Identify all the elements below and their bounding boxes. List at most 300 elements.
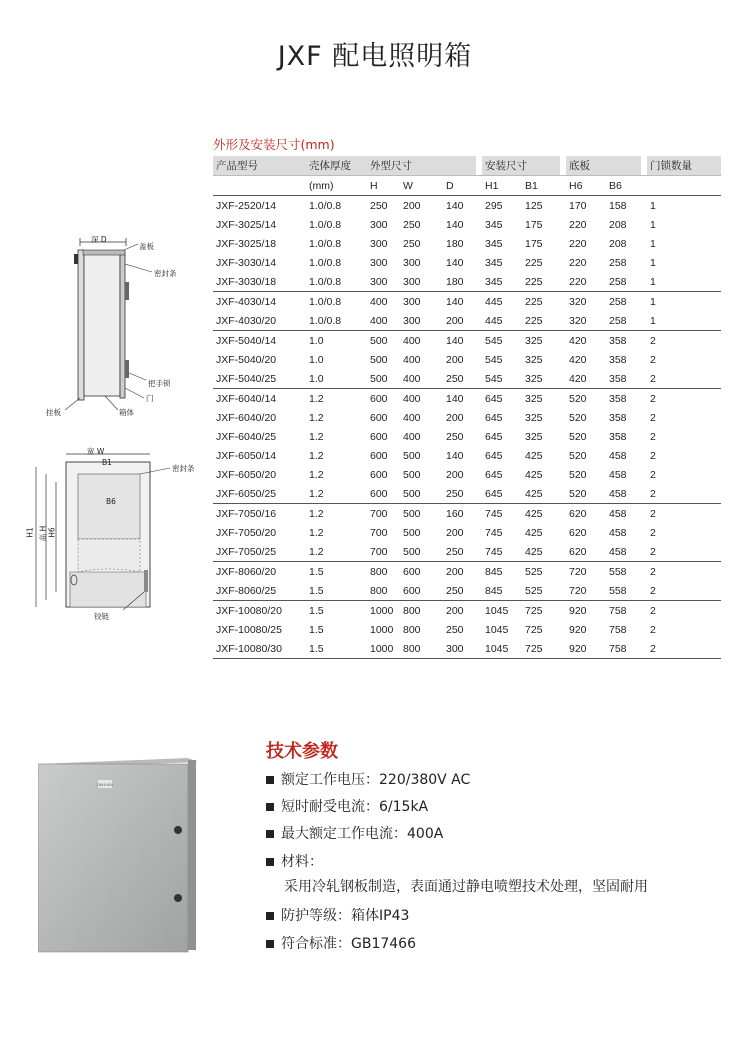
table-cell: 250 — [446, 623, 464, 636]
table-cell: 2 — [650, 565, 656, 578]
table-cell: 645 — [485, 449, 503, 462]
table-cell: 758 — [606, 639, 641, 659]
table-cell: 620 — [569, 507, 587, 520]
table-cell: 420 — [566, 369, 606, 389]
table-header-row — [213, 156, 721, 176]
table-cell: 180 — [443, 272, 476, 292]
table-cell: 325 — [522, 369, 560, 389]
table-cell: 745 — [485, 526, 503, 539]
table-cell: 458 — [609, 507, 627, 520]
table-cell: 1 — [650, 237, 656, 250]
table-cell: 500 — [370, 353, 388, 366]
label-cover: 盖板 — [139, 242, 154, 251]
table-cell: 1 — [650, 295, 656, 308]
table-cell: 1 — [647, 272, 721, 292]
table-cell: 400 — [403, 353, 421, 366]
table-cell: 358 — [609, 334, 627, 347]
table-cell: 2 — [647, 639, 721, 659]
table-units-row — [213, 176, 721, 196]
table-cell: 845 — [482, 581, 522, 601]
table-cell: 160 — [446, 507, 464, 520]
table-cell: 600 — [370, 411, 388, 424]
table-cell: 2 — [650, 353, 656, 366]
table-cell: 1.0/0.8 — [306, 272, 367, 292]
table-cell: 725 — [525, 623, 543, 636]
table-cell: JXF-6050/20 — [216, 468, 277, 481]
table-cell: 725 — [522, 639, 560, 659]
table-cell: 1.2 — [309, 507, 324, 520]
table-cell: 2 — [650, 507, 656, 520]
table-cell: 325 — [525, 392, 543, 405]
table-row — [213, 389, 721, 409]
table-cell: 1.2 — [309, 411, 324, 424]
table-cell: JXF-4030/14 — [216, 295, 277, 308]
table-cell: JXF-6050/25 — [213, 484, 306, 504]
unit-d: D — [443, 176, 476, 196]
table-cell: 1.5 — [309, 623, 324, 636]
table-cell: 758 — [609, 604, 627, 617]
table-row — [213, 253, 721, 272]
unit-w: W — [400, 176, 443, 196]
table-cell: 300 — [400, 311, 443, 331]
table-cell: 2 — [650, 526, 656, 539]
table-cell: 800 — [370, 565, 388, 578]
table-cell: 520 — [569, 392, 587, 405]
table-cell: JXF-3025/18 — [216, 237, 277, 250]
table-cell: 458 — [606, 484, 641, 504]
table-cell: 358 — [606, 369, 641, 389]
table-cell: 258 — [609, 295, 627, 308]
table-cell: 425 — [525, 468, 543, 481]
tech-item: 防护等级：箱体IP43 — [266, 903, 470, 930]
unit-b1: B1 — [522, 176, 560, 196]
table-cell: 545 — [485, 353, 503, 366]
table-cell: 845 — [485, 565, 503, 578]
table-cell: 2 — [650, 468, 656, 481]
table-cell: 1.0/0.8 — [309, 237, 342, 250]
table-row — [213, 523, 721, 542]
label-box: 箱体 — [119, 408, 134, 417]
table-row — [213, 446, 721, 465]
table-cell: 558 — [609, 565, 627, 578]
table-row — [213, 311, 721, 331]
table-cell: 345 — [485, 256, 503, 269]
table-cell: 600 — [403, 565, 421, 578]
table-cell: 600 — [370, 430, 388, 443]
table-cell: 320 — [566, 311, 606, 331]
table-row — [213, 292, 721, 312]
table-cell: 258 — [606, 272, 641, 292]
table-cell: 2 — [650, 392, 656, 405]
header-base-plate: 底板 — [566, 156, 641, 176]
table-cell: 200 — [446, 411, 464, 424]
table-cell: 425 — [522, 542, 560, 562]
table-cell: 250 — [370, 199, 388, 212]
table-cell: 700 — [370, 526, 388, 539]
table-cell: 1.2 — [306, 484, 367, 504]
table-cell: 200 — [446, 604, 464, 617]
spec-table — [213, 156, 721, 659]
table-cell: 400 — [370, 295, 388, 308]
table-cell: 425 — [525, 507, 543, 520]
table-cell: 520 — [566, 484, 606, 504]
table-cell: 700 — [367, 542, 400, 562]
table-row — [213, 484, 721, 504]
table-cell: 250 — [443, 581, 476, 601]
table-row — [213, 234, 721, 253]
table-cell: 500 — [367, 369, 400, 389]
label-b1: B1 — [102, 458, 112, 467]
page-title: JXF 配电照明箱 — [277, 41, 473, 72]
material-description: 采用冷轧钢板制造，表面通过静电喷塑技术处理，坚固耐用 — [284, 879, 648, 895]
table-cell: 325 — [525, 334, 543, 347]
table-cell: 200 — [446, 526, 464, 539]
table-cell: 225 — [525, 295, 543, 308]
table-cell: 620 — [569, 526, 587, 539]
bullet-icon — [266, 912, 274, 920]
table-cell: 140 — [446, 256, 464, 269]
table-cell: 425 — [525, 526, 543, 539]
table-cell: 208 — [609, 237, 627, 250]
table-cell: JXF-8060/20 — [216, 565, 277, 578]
table-cell: JXF-6040/14 — [216, 392, 277, 405]
table-cell: 720 — [566, 581, 606, 601]
table-row — [213, 350, 721, 369]
table-cell: 1045 — [482, 639, 522, 659]
table-cell: 1045 — [485, 623, 509, 636]
table-cell: 545 — [485, 334, 503, 347]
table-cell: 525 — [525, 565, 543, 578]
table-cell: 458 — [609, 449, 627, 462]
table-cell: 758 — [609, 623, 627, 636]
tech-title: 技术参数 — [266, 741, 338, 762]
table-cell: 645 — [485, 392, 503, 405]
table-cell: 2 — [650, 449, 656, 462]
table-cell: 200 — [443, 311, 476, 331]
table-cell: 500 — [403, 468, 421, 481]
table-cell: 300 — [443, 639, 476, 659]
table-cell: 2 — [647, 581, 721, 601]
table-cell: 400 — [403, 430, 421, 443]
table-cell: 140 — [446, 295, 464, 308]
table-cell: 800 — [403, 604, 421, 617]
table-cell: 400 — [403, 411, 421, 424]
table-cell: 1.5 — [309, 604, 324, 617]
table-cell: 158 — [609, 199, 627, 212]
bullet-icon — [266, 940, 274, 948]
table-cell: 425 — [525, 449, 543, 462]
table-cell: 600 — [400, 581, 443, 601]
table-cell: 800 — [403, 623, 421, 636]
table-cell: 645 — [485, 411, 503, 424]
unit-h6: H6 — [566, 176, 606, 196]
table-cell: 358 — [609, 392, 627, 405]
table-cell: 140 — [446, 334, 464, 347]
bullet-icon — [266, 803, 274, 811]
table-cell: 745 — [482, 542, 522, 562]
table-cell: 1.5 — [309, 565, 324, 578]
table-cell: 250 — [443, 369, 476, 389]
table-cell: 458 — [609, 526, 627, 539]
header-thickness: 壳体厚度 — [306, 156, 367, 176]
table-cell: 200 — [446, 353, 464, 366]
table-cell: 1.0/0.8 — [309, 295, 342, 308]
table-row — [213, 215, 721, 234]
table-row — [213, 504, 721, 524]
table-row — [213, 331, 721, 351]
table-cell: 295 — [485, 199, 503, 212]
product-photo — [38, 756, 198, 954]
side-view-diagram — [40, 228, 190, 423]
table-cell: 300 — [370, 218, 388, 231]
table-cell: JXF-10080/25 — [216, 623, 282, 636]
label-hanger: 挂板 — [46, 408, 61, 417]
unit-b6: B6 — [606, 176, 641, 196]
table-cell: 2 — [647, 484, 721, 504]
table-cell: 1 — [650, 218, 656, 231]
table-cell: JXF-6050/14 — [216, 449, 277, 462]
table-cell: 175 — [525, 218, 543, 231]
table-cell: JXF-3030/14 — [216, 256, 277, 269]
table-cell: 700 — [370, 507, 388, 520]
table-cell: JXF-2520/14 — [216, 199, 277, 212]
table-cell: 600 — [370, 468, 388, 481]
table-cell: 345 — [482, 272, 522, 292]
table-cell: 1 — [650, 256, 656, 269]
table-cell: 558 — [606, 581, 641, 601]
table-cell: JXF-7050/20 — [216, 526, 277, 539]
table-cell: 345 — [485, 218, 503, 231]
table-cell: 250 — [443, 484, 476, 504]
table-cell: 400 — [403, 334, 421, 347]
table-cell: 600 — [370, 392, 388, 405]
label-width: 宽 W — [87, 447, 105, 456]
table-cell: 400 — [400, 369, 443, 389]
table-cell: 345 — [485, 237, 503, 250]
table-cell: 1045 — [485, 604, 509, 617]
section-title: 外形及安装尺寸(mm) — [213, 137, 335, 152]
table-cell: 300 — [367, 272, 400, 292]
bullet-icon — [266, 776, 274, 784]
label-depth: 深 D — [91, 235, 107, 244]
table-cell: 2 — [650, 623, 656, 636]
table-cell: 425 — [522, 484, 560, 504]
table-row — [213, 581, 721, 601]
table-cell: 358 — [609, 411, 627, 424]
table-row — [213, 601, 721, 621]
table-cell: 1.2 — [309, 526, 324, 539]
table-cell: 1.2 — [309, 449, 324, 462]
header-lock-count: 门锁数量 — [647, 156, 721, 176]
table-cell: 420 — [569, 334, 587, 347]
unit-h: H — [367, 176, 400, 196]
table-cell: 400 — [403, 392, 421, 405]
table-cell: 745 — [485, 507, 503, 520]
table-cell: 300 — [403, 256, 421, 269]
table-cell: 200 — [446, 468, 464, 481]
table-cell: 1 — [650, 199, 656, 212]
table-cell: 225 — [522, 272, 560, 292]
table-cell: 250 — [443, 542, 476, 562]
label-h1: H1 — [25, 527, 35, 538]
table-cell: 1000 — [370, 623, 394, 636]
table-cell: 1.5 — [306, 581, 367, 601]
table-cell: 1.0 — [309, 353, 324, 366]
table-cell: 445 — [482, 311, 522, 331]
table-cell: 170 — [569, 199, 587, 212]
table-cell: 1.0 — [309, 334, 324, 347]
tech-item: 短时耐受电流：6/15kA — [266, 793, 470, 820]
table-cell: 725 — [525, 604, 543, 617]
table-cell: JXF-3025/14 — [216, 218, 277, 231]
table-cell: 250 — [446, 430, 464, 443]
label-handle-lock: 把手锁 — [148, 379, 171, 388]
tech-item: 材料： — [266, 848, 470, 875]
table-cell: 300 — [370, 237, 388, 250]
table-cell: 180 — [446, 237, 464, 250]
table-cell: 520 — [569, 449, 587, 462]
table-cell: JXF-5040/20 — [216, 353, 277, 366]
label-h: 高 H — [38, 525, 48, 542]
bullet-icon — [266, 858, 274, 866]
nameplate-text: DAHLIEN — [97, 783, 113, 787]
table-row — [213, 427, 721, 446]
table-cell: 250 — [403, 237, 421, 250]
tech-item: 符合标准：GB17466 — [266, 930, 470, 957]
table-cell: 420 — [569, 353, 587, 366]
table-row — [213, 542, 721, 562]
table-cell: 2 — [650, 604, 656, 617]
table-cell: 258 — [606, 311, 641, 331]
table-cell: 1.0/0.8 — [309, 218, 342, 231]
table-cell: 920 — [569, 604, 587, 617]
label-h6: H6 — [47, 527, 57, 538]
table-cell: 620 — [566, 542, 606, 562]
header-model: 产品型号 — [213, 156, 306, 176]
table-cell: 140 — [446, 199, 464, 212]
table-cell: 175 — [525, 237, 543, 250]
table-row — [213, 272, 721, 292]
table-cell: 500 — [400, 542, 443, 562]
table-cell: 520 — [569, 468, 587, 481]
tech-list — [266, 766, 470, 957]
table-cell: 920 — [566, 639, 606, 659]
table-cell: 458 — [609, 468, 627, 481]
table-cell: 600 — [370, 449, 388, 462]
table-cell: 1.0/0.8 — [309, 199, 342, 212]
table-cell: 140 — [446, 449, 464, 462]
table-cell: JXF-5040/25 — [213, 369, 306, 389]
table-cell: 220 — [569, 256, 587, 269]
table-cell: 250 — [403, 218, 421, 231]
label-door: 门 — [146, 394, 154, 403]
table-cell: 545 — [482, 369, 522, 389]
table-cell: 645 — [482, 484, 522, 504]
table-cell: 500 — [403, 449, 421, 462]
table-cell: 600 — [367, 484, 400, 504]
table-cell: JXF-10080/20 — [216, 604, 282, 617]
table-cell: 1.0 — [306, 369, 367, 389]
table-cell: 208 — [609, 218, 627, 231]
table-row — [213, 408, 721, 427]
table-cell: 358 — [609, 430, 627, 443]
table-cell: 300 — [400, 272, 443, 292]
table-cell: JXF-3030/18 — [213, 272, 306, 292]
table-row — [213, 196, 721, 216]
table-cell: 400 — [367, 311, 400, 331]
table-cell: 258 — [609, 256, 627, 269]
table-cell: 1000 — [370, 604, 394, 617]
table-cell: 200 — [446, 565, 464, 578]
table-cell: 645 — [485, 430, 503, 443]
table-cell: 720 — [569, 565, 587, 578]
table-cell: 320 — [569, 295, 587, 308]
table-cell: 500 — [400, 484, 443, 504]
table-cell: 220 — [566, 272, 606, 292]
table-cell: 445 — [485, 295, 503, 308]
table-cell: 1.2 — [309, 430, 324, 443]
table-cell: 525 — [522, 581, 560, 601]
label-hinge: 铰链 — [94, 612, 109, 621]
table-cell: 500 — [403, 507, 421, 520]
table-cell: 325 — [525, 353, 543, 366]
table-cell: 220 — [569, 237, 587, 250]
table-cell: 300 — [403, 295, 421, 308]
table-cell: 2 — [647, 369, 721, 389]
label-seal-side: 密封条 — [154, 269, 177, 278]
table-cell: 1.0/0.8 — [306, 311, 367, 331]
table-cell: 1.2 — [309, 468, 324, 481]
label-seal-front: 密封条 — [172, 464, 195, 473]
table-cell: JXF-5040/14 — [216, 334, 277, 347]
table-cell: JXF-4030/20 — [213, 311, 306, 331]
table-cell: 2 — [650, 430, 656, 443]
table-cell: JXF-7050/25 — [213, 542, 306, 562]
table-cell: 458 — [606, 542, 641, 562]
table-cell: JXF-6040/20 — [216, 411, 277, 424]
table-cell: 140 — [446, 392, 464, 405]
table-row — [213, 465, 721, 484]
unit-mm: (mm) — [306, 176, 367, 196]
table-cell: 225 — [522, 311, 560, 331]
table-cell: 1.5 — [306, 639, 367, 659]
table-cell: 1 — [647, 311, 721, 331]
header-install-size: 安装尺寸 — [482, 156, 560, 176]
table-cell: 325 — [525, 411, 543, 424]
table-cell: 358 — [609, 353, 627, 366]
table-cell: 520 — [569, 430, 587, 443]
table-cell: 2 — [650, 411, 656, 424]
table-cell: 220 — [569, 218, 587, 231]
table-row — [213, 639, 721, 659]
table-cell: 225 — [525, 256, 543, 269]
table-cell: 140 — [446, 218, 464, 231]
table-cell: 325 — [525, 430, 543, 443]
table-cell: 1.2 — [306, 542, 367, 562]
table-cell: JXF-10080/30 — [213, 639, 306, 659]
table-cell: 1.0/0.8 — [309, 256, 342, 269]
bullet-icon — [266, 830, 274, 838]
tech-item: 额定工作电压：220/380V AC — [266, 766, 470, 793]
table-row — [213, 562, 721, 582]
table-row — [213, 620, 721, 639]
table-cell: 800 — [367, 581, 400, 601]
unit-h1: H1 — [482, 176, 522, 196]
tech-item: 最大额定工作电流：400A — [266, 821, 470, 848]
table-cell: JXF-6040/25 — [216, 430, 277, 443]
table-cell: JXF-7050/16 — [216, 507, 277, 520]
table-cell: 200 — [403, 199, 421, 212]
